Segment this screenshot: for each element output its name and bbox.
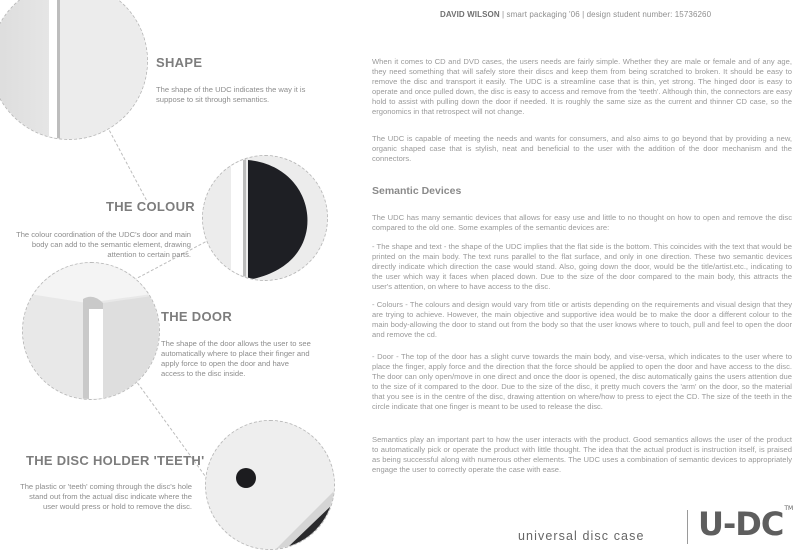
- semantic-intro-text: The UDC has many semantic devices that allows for easy use and little to no thought on how to open and remove the disc compared to the old one. Some examples of the semantic devices are:: [372, 213, 792, 232]
- teeth-detail-image: [205, 420, 335, 550]
- semantic-intro: [372, 213, 792, 233]
- header-details: | smart packaging '06 | design student number: 15736260: [499, 10, 712, 19]
- semantic-conclusion-text: Semantics play an important part to how the user interacts with the product. Good semantics allows the user of the product to automatically pick or operate the product with little thought. The idea that the actual product is instruction itself, is praised as being successful along with numerous other elements. The UDC uses a combination of semantic devices to appropriately engage the user to correctly operate the case with ease.: [372, 435, 792, 474]
- udc-door-hinge-illustration: [23, 263, 159, 399]
- udc-logo: [698, 505, 793, 543]
- udc-case-side-illustration: [0, 0, 147, 139]
- section-title-shape: SHAPE: [156, 55, 203, 70]
- semantic-item-colours-text: - Colours - The colours and design would vary from title or artists depending on the requirements and visual design that they are trying to achieve. However, the main objective and supportive idea would be to make the door a different colour to the main body-allowing the door to stand out from the body so that the user knows where to touch, pull and feel to open the door and remove the cd.: [372, 300, 792, 339]
- footer-divider: [687, 510, 688, 544]
- semantic-item-shape: [372, 242, 792, 292]
- semantic-item-colours: [372, 300, 792, 340]
- semantic-conclusion: [372, 435, 792, 475]
- semantic-item-door-text: - Door - The top of the door has a slight curve towards the main body, and vise-versa, which indicates to the user where to place the finger, apply force and the direction that the force should be applied to open the door and have access to the disc. The door can only open/move in one direct and once the door is opened, the disc automatically gains the users attention due to the size of it compared to the door. Due to the size of the disc, it pretty much covers the 'arm' on the door, so the material that you see is in the centre of the disc, drawing attention on where/how to press to eject the CD. The size of the teeth in the circle indicate that one finger is meant to be used to release the disc.: [372, 352, 792, 411]
- trademark-mark: TM: [784, 505, 794, 512]
- section-title-teeth: THE DISC HOLDER 'TEETH': [26, 453, 205, 468]
- intro-paragraph-2: [372, 134, 792, 164]
- intro-paragraph-1: [372, 57, 792, 117]
- intro-text-2: The UDC is capable of meeting the needs and wants for consumers, and also aims to go beyond that by providing a new, organic shaped case that is stylish, neat and beneficial to the user with the addition of the door mechanism and the connectors.: [372, 134, 792, 163]
- intro-text-1: When it comes to CD and DVD cases, the users needs are fairly simple. Whether they are male or female and of any age, they need something that will safely store their discs and keep them from being scratched to broken. It should be easy to remove the disc and transport it easily. The UDC is a streamline case that is thin, yet strong. The hinged door is easy to operate and once pulled down, the disc is easy to access and remove from the 'teeth'. Although thin, the connectors are easy hold to assist with pulling down the door if needed. It is roughly the same size as the current and thinner CD case, so the ergonomics in that retrospect will not change.: [372, 57, 792, 116]
- section-text-door: The shape of the door allows the user to see automatically where to place their finger and apply force to open the door and have access to the disc inside.: [161, 339, 311, 378]
- colour-detail-image: [202, 155, 328, 281]
- page-header: [440, 10, 711, 19]
- semantic-devices-heading: Semantic Devices: [372, 185, 462, 197]
- section-text-teeth: The plastic or 'teeth' coming through the disc's hole stand out from the actual disc indicate where the user would press or hold to remove the disc.: [20, 482, 192, 511]
- product-tagline: universal disc case: [518, 529, 645, 543]
- semantic-item-door: [372, 352, 792, 412]
- section-title-colour: THE COLOUR: [106, 199, 195, 214]
- udc-dark-door-illustration: [203, 156, 327, 280]
- author-name: DAVID WILSON: [440, 10, 500, 19]
- section-title-door: THE DOOR: [161, 309, 233, 324]
- shape-detail-image: [0, 0, 148, 140]
- section-text-colour: The colour coordination of the UDC's door and main body can add to the semantic element, drawing attention to certain parts.: [16, 230, 191, 259]
- udc-disc-teeth-illustration: [206, 421, 334, 549]
- udc-logo-text: U-DC: [698, 505, 784, 543]
- semantic-item-shape-text: - The shape and text - the shape of the UDC implies that the flat side is the bottom. This coincides with the text that would be printed on the main body. The text runs parallel to the flat surface, and only in one direction. These two semantic devices directly indicate which direction the case would stand. Also, going down the door, would be the title/artist.etc., indicating to the user which way it faces when placed down. Due to the size of the door compared to the main body, this attracts the user's attention, on where to have access to the disc.: [372, 242, 792, 291]
- door-detail-image: [22, 262, 160, 400]
- section-text-shape: The shape of the UDC indicates the way it is suppose to sit through semantics.: [156, 85, 306, 104]
